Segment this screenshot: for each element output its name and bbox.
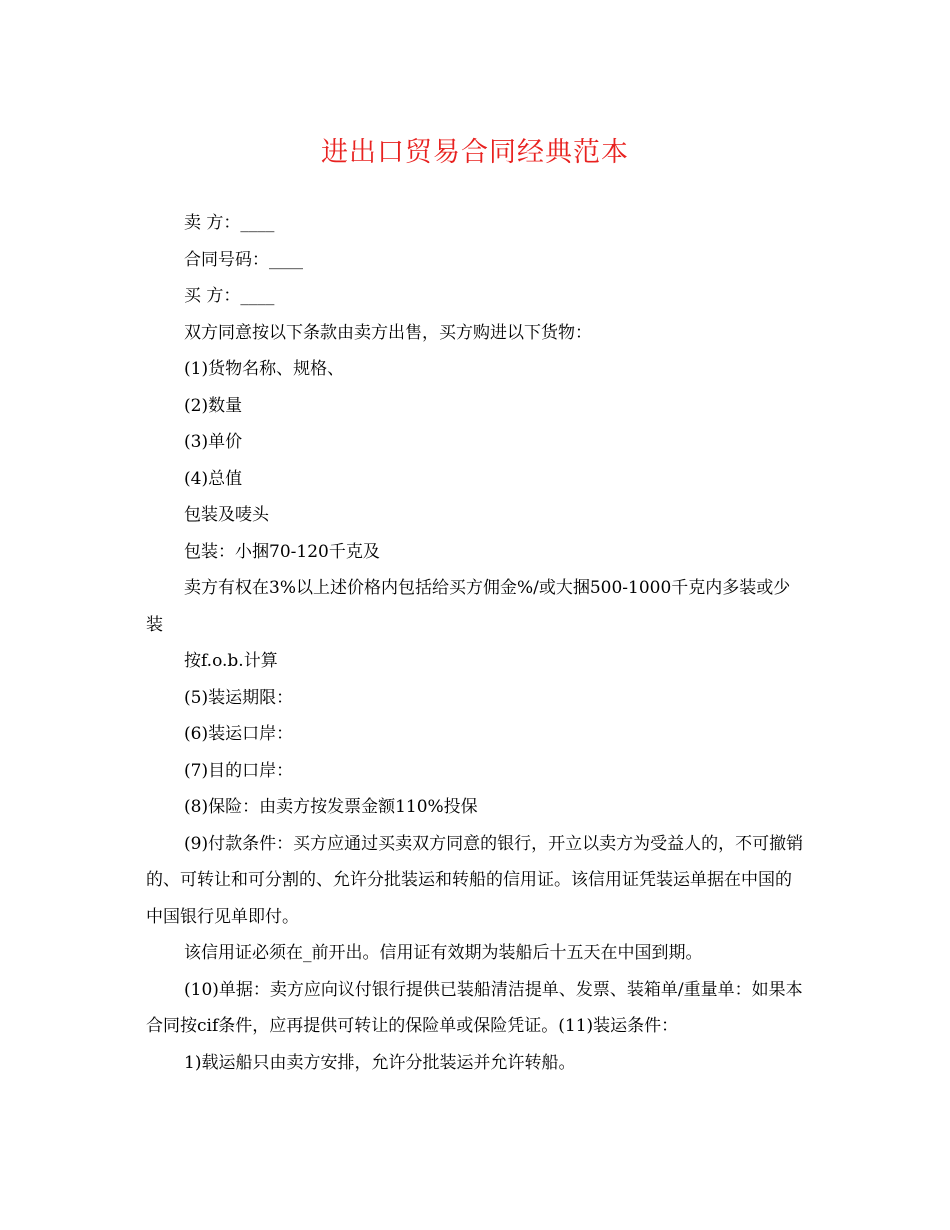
seller-line: 卖 方：____	[184, 213, 275, 233]
clause-payment-terms: (9)付款条件：买方应通过买卖双方同意的银行，开立以卖方为受益人的，不可撤销的、可转让和可分割的、允许分批装运和转船的信用证。该信用证凭装运单据在中国的中国银行见单即付。	[146, 833, 804, 927]
packing-heading: 包装及唛头	[184, 505, 269, 525]
document-title: 进出口贸易合同经典范本	[321, 137, 629, 168]
packing-detail: 包装：小捆70-120千克及	[184, 541, 380, 562]
clause-shipment-period: (5)装运期限：	[184, 687, 294, 708]
clause-unit-price: (3)单价	[184, 432, 243, 452]
clause-insurance: (8)保险：由卖方按发票金额110%投保	[184, 797, 478, 817]
document-body	[146, 205, 806, 1081]
agreement-intro: 双方同意按以下条款由卖方出售，买方购进以下货物：	[184, 322, 592, 343]
fob-line: 按f.o.b.计算	[184, 651, 278, 671]
clause-port-of-destination: (7)目的口岸：	[184, 760, 294, 781]
clause-goods-name: (1)货物名称、规格、	[184, 359, 345, 379]
clause-quantity: (2)数量	[184, 395, 243, 416]
buyer-line: 买 方：____	[184, 286, 275, 306]
seller-option-clause: 卖方有权在3%以上述价格内包括给买方佣金%/或大捆500-1000千克内多装或少装	[146, 578, 791, 635]
clause-total-value: (4)总值	[184, 468, 243, 489]
clause-documents: (10)单据：卖方应向议付银行提供已装船清洁提单、发票、装箱单/重量单：如果本合同按cif条件，应再提供可转让的保险单或保险凭证。(11)装运条件：	[146, 979, 803, 1036]
credit-validity-line: 该信用证必须在_前开出。信用证有效期为装船后十五天在中国到期。	[184, 943, 703, 963]
clause-port-of-loading: (6)装运口岸：	[184, 724, 294, 744]
contract-number-line: 合同号码：____	[184, 249, 303, 270]
shipment-condition-1: 1)载运船只由卖方安排，允许分批装运并允许转船。	[184, 1052, 576, 1073]
